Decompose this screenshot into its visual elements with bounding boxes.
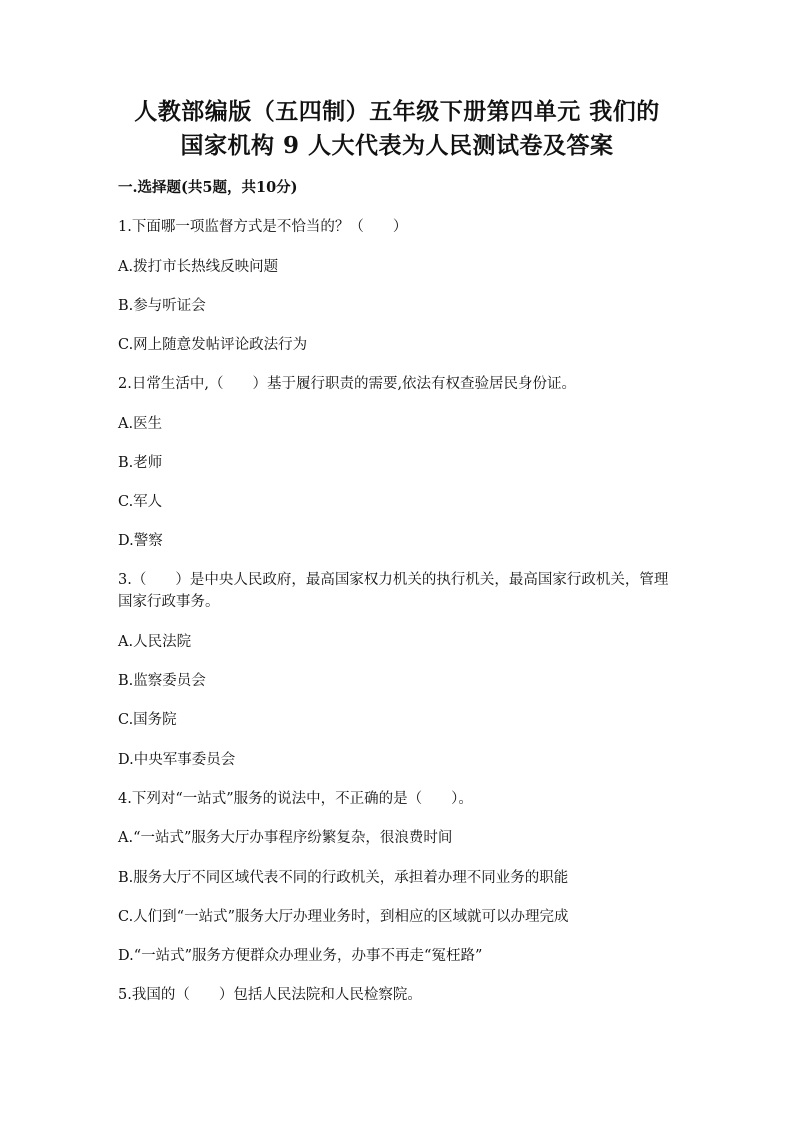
question-1-option-c: C.网上随意发帖评论政法行为 [118, 337, 308, 353]
question-1-option-a: A.拨打市长热线反映问题 [118, 259, 279, 275]
question-3-option-a: A.人民法院 [118, 634, 192, 650]
question-1-option-b: B.参与听证会 [118, 298, 206, 314]
document-title-line-1: 人教部编版（五四制）五年级下册第四单元 我们的 [134, 98, 660, 125]
question-2-option-c: C.军人 [118, 494, 163, 510]
question-4-stem: 4.下列对“一站式”服务的说法中，不正确的是（ ）。 [118, 791, 473, 807]
question-4-option-a: A.“一站式”服务大厅办事程序纷繁复杂，很浪费时间 [118, 830, 453, 846]
question-3-option-b: B.监察委员会 [118, 673, 206, 689]
question-2-option-b: B.老师 [118, 455, 163, 471]
document-title-line-2: 国家机构 9 人大代表为人民测试卷及答案 [180, 132, 614, 159]
section-heading: 一.选择题(共5题，共10分) [118, 179, 298, 196]
question-4-option-b: B.服务大厅不同区域代表不同的行政机关，承担着办理不同业务的职能 [118, 870, 569, 886]
question-5-stem: 5.我国的（ ）包括人民法院和人民检察院。 [118, 987, 422, 1003]
question-2-option-d: D.警察 [118, 533, 163, 549]
question-2-stem: 2.日常生活中,（ ）基于履行职责的需要,依法有权查验居民身份证。 [118, 376, 577, 392]
question-4-option-d: D.“一站式”服务方便群众办理业务，办事不再走“冤枉路” [118, 948, 483, 964]
question-1-stem: 1.下面哪一项监督方式是不恰当的？（ ） [118, 219, 408, 235]
question-3-option-c: C.国务院 [118, 712, 177, 728]
question-4-option-c: C.人们到“一站式”服务大厅办理业务时，到相应的区域就可以办理完成 [118, 909, 569, 925]
question-2-option-a: A.医生 [118, 416, 163, 432]
question-3-stem: 3.（ ）是中央人民政府，最高国家权力机关的执行机关，最高国家行政机关，管理国家行政事务。 [118, 572, 669, 610]
question-3-option-d: D.中央军事委员会 [118, 752, 236, 768]
